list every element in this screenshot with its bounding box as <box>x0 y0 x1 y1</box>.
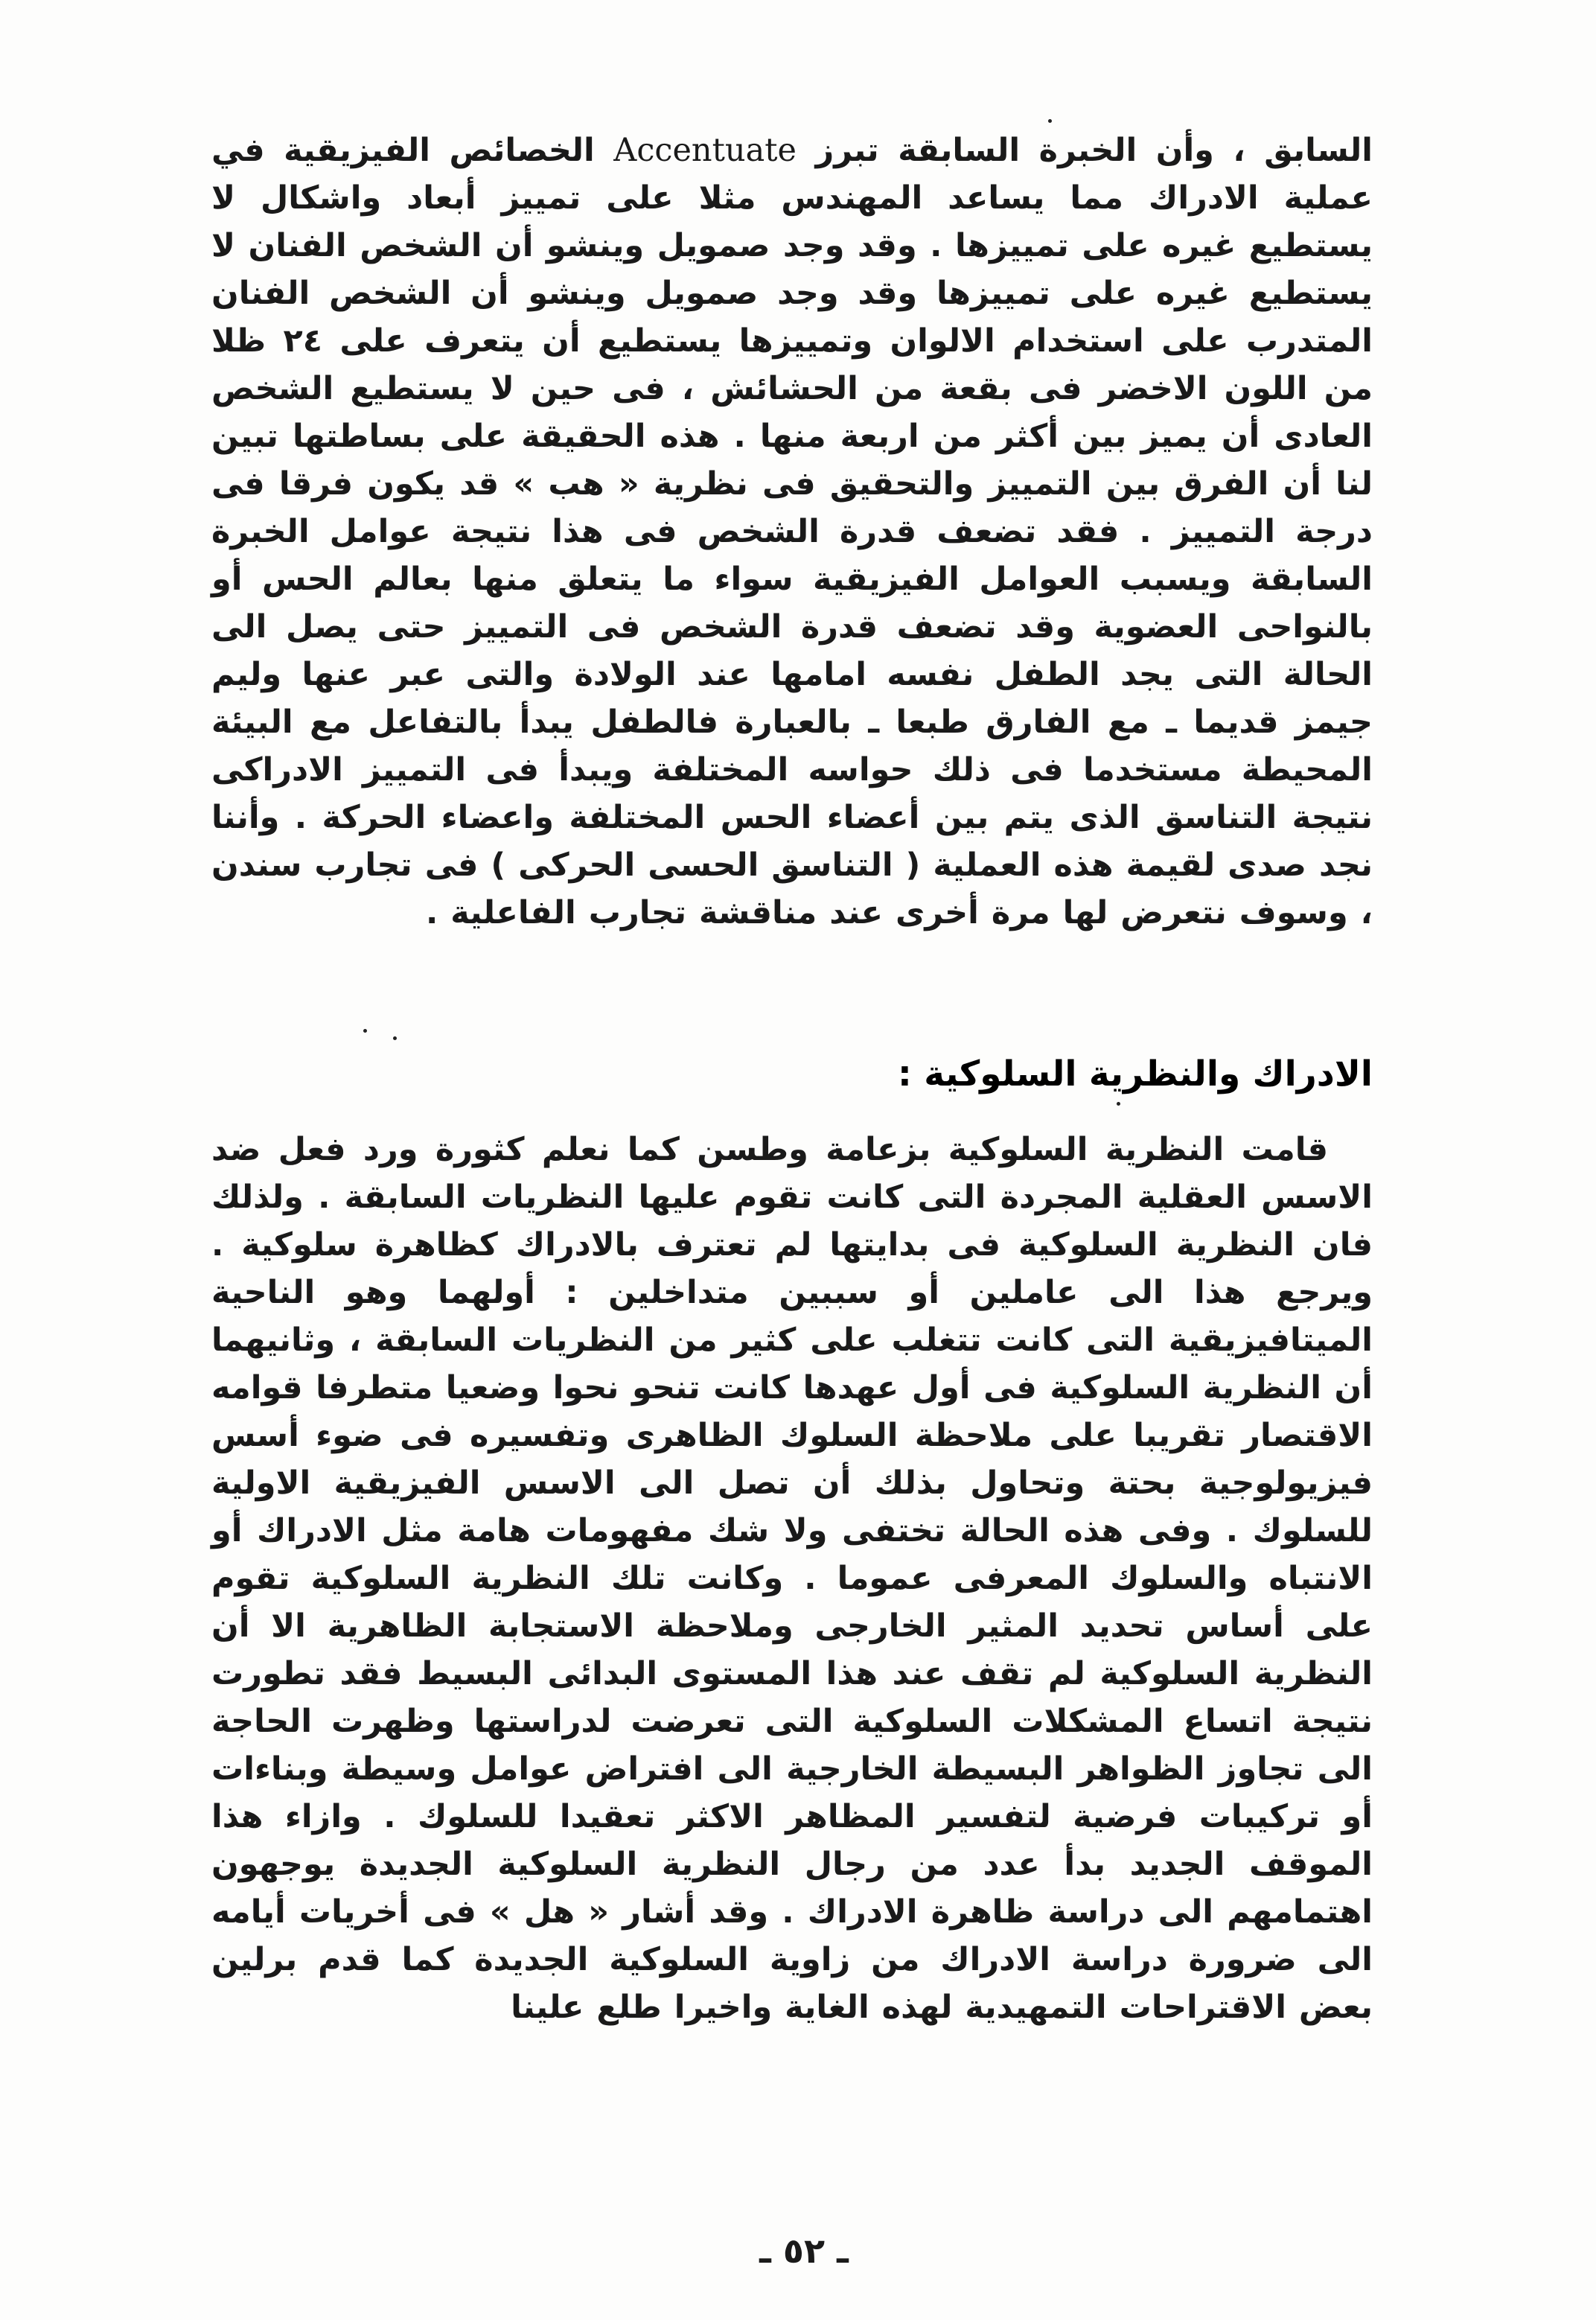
paragraph-behaviorist-theory: قامت النظرية السلوكية بزعامة وطسن كما نعلم كثورة ورد فعل ضد الاسس العقلية المجردة التى كانت تقوم عليها النظريات السابقة . ولذلك فان النظرية السلوكية فى بدايتها لم تعترف بالادراك كظاهرة سلوكية . ويرجع هذا الى عاملين أو سببين متداخلين : أولهما وهو الناحية الميتافيزيقية التى كانت تتغلب على كثير من النظريات السابقة ، وثانيهما أن النظرية السلوكية فى أول عهدها كانت تنحو نحوا وضعيا متطرفا قوامه الاقتصار تقريبا على ملاحظة السلوك الظاهرى وتفسيره فى ضوء أسس فيزيولوجية بحتة وتحاول بذلك أن تصل الى الاسس الفيزيقية الاولية للسلوك . وفى هذه الحالة تختفى ولا شك مفهومات هامة مثل الادراك أو الانتباه والسلوك المعرفى عموما . وكانت تلك النظرية السلوكية تقوم على أساس تحديد المثير الخارجى وملاحظة الاستجابة الظاهرية الا أن النظرية السلوكية لم تقف عند هذا المستوى البدائى البسيط فقد تطورت نتيجة اتساع المشكلات السلوكية التى تعرضت لدراستها وظهرت الحاجة الى تجاوز الظواهر البسيطة الخارجية الى افتراض عوامل وسيطة وبناءات أو تركيبات فرضية لتفسير المظاهر الاكثر تعقيدا للسلوك . وازاء هذا الموقف الجديد بدأ عدد من رجال النظرية السلوكية الجديدة يوجهون اهتمامهم الى دراسة ظاهرة الادراك . وقد أشار « هل » فى أخريات أيامه الى ضرورة دراسة الادراك من زاوية السلوكية الجديدة كما قدم برلين بعض الاقتراحات التمهيدية لهذه الغاية واخيرا طلع علينا <box>211 1131 1373 2026</box>
print-speck <box>1117 1102 1120 1106</box>
paragraph-1-opening: السابق ، وأن الخبرة السابقة تبرز <box>815 132 1373 169</box>
print-speck <box>363 1029 367 1033</box>
print-speck <box>1048 119 1052 123</box>
page-number: ـ ٥٢ ـ <box>759 2231 849 2271</box>
print-speck <box>393 1036 397 1040</box>
paragraph-1-body: الخصائص الفيزيقية في عملية الادراك مما يساعد المهندس مثلا على تمييز أبعاد واشكال لا يستطيع غيره على تمييزها . وقد وجد صمويل وينشو أن الشخص الفنان لا يستطيع غيره على تمييزها وقد وجد صمويل وينشو أن الشخص الفنان المتدرب على استخدام الالوان وتمييزها يستطيع أن يتعرف على ٢٤ ظلا من اللون الاخضر فى بقعة من الحشائش ، فى حين لا يستطيع الشخص العادى أن يميز بين أكثر من اربعة منها . هذه الحقيقة على بساطتها تبين لنا أن الفرق بين التمييز والتحقيق فى نظرية « هب » قد يكون فرقا فى درجة التمييز . فقد تضعف قدرة الشخص فى هذا نتيجة عوامل الخبرة السابقة ويسبب العوامل الفيزيقية سواء ما يتعلق منها بعالم الحس أو بالنواحى العضوية وقد تضعف قدرة الشخص فى التمييز حتى يصل الى الحالة التى يجد الطفل نفسه امامها عند الولادة والتى عبر عنها وليم جيمز قديما ـ مع الفارق طبعا ـ بالعبارة فالطفل يبدأ بالتفاعل مع البيئة المحيطة مستخدما فى ذلك حواسه المختلفة ويبدأ فى التمييز الادراكى نتيجة التناسق الذى يتم بين أعضاء الحس المختلفة واعضاء الحركة . وأننا نجد صدى لقيمة هذه العملية ( التناسق الحسى الحركى ) فى تجارب سندن ، وسوف نتعرض لها مرة أخرى عند مناقشة تجارب الفاعلية . <box>211 132 1373 931</box>
paragraph-perceptual-experience <box>211 127 1373 937</box>
latin-term-accentuate: Accentuate <box>613 132 797 169</box>
section-heading: الادراك والنظرية السلوكية : <box>898 1054 1373 1094</box>
